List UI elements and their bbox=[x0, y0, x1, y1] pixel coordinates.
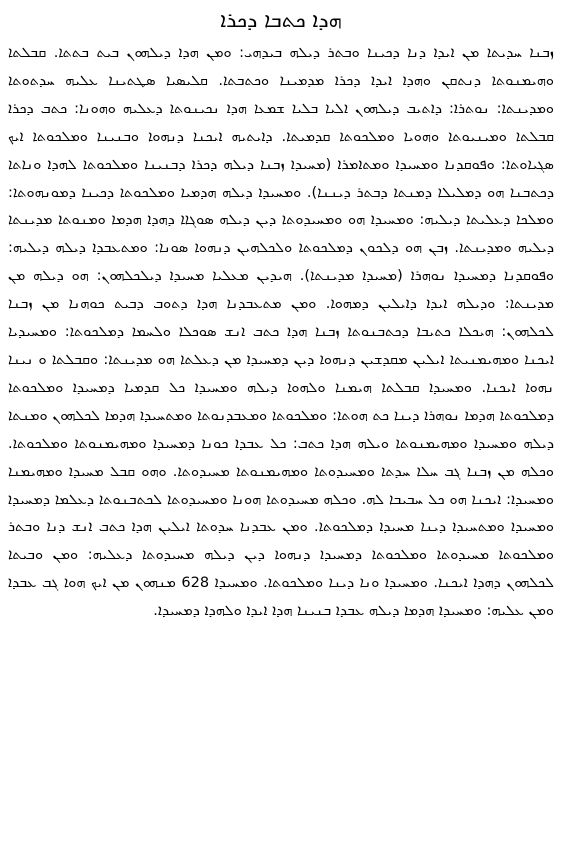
document-title: ܗܕܐ ܟܬܒܐ ܕܟܪܐ bbox=[220, 8, 342, 32]
document-body-paragraph: ܙܒܢܐ ܚܕܝܬܐ ܡܢ ܐܝܕܐ ܕܢܐ ܕܟܝܢܐ ܘܒܬܪ ܕܝܠܗ ܒܝܕܗܝ: ܘܡܢ ܗܕܐ ܕܝܠܗܘܢ ܒܝܬ ܒܬܬܐ. ܩܒܠܬܐ ܘܗܝܡܢܘܬܐ ܕܢܬܩܢ ܘܗܕܐ ܐܝܕܐ ܕܟܪܐ ܡܕܡܝܢܐ ܘܟܬܒܬܐ. ܩܠܝܣܝܐ ܣܛܬܝܢܐ ܥܠܝܗ ܚܕܬܘܬܐ ܘܡܕܝܢܬܐ: ܢܘܬܪܐ: ܕܐܬܝܒ ܕܝܠܗܘܢ ܐܠܝܐ ܒܠܝܐ ܫܡܥܐ ܗܕܐ ܢܟܝܢܘܬܐ ܕܥܠܝܗ ܘܗܘܢܐ: ܟܬܒ ܕܟܪܐ ܩܒܠܬܐ ܘܡܝܢܝܘܬܐ ܘܗܘܝܐ ܘܡܠܟܘܬܐ ܩܕܡܝܬܐ. ܕܐܝܬܝܗ ܐܝܟܢܐ ܕܢܗܘܐ ܘܒܢܝܢܐ ܘܡܠܟܘܬܐ ܐܝܟ ܣܓܝܐܘܬܐ: ܘܦܘܩܕܢܐ ܘܡܚܝܕܐ ܘܡܬܐܡܪܐ (ܡܚܝܕܐ ܙܒܢܐ ܕܝܠܗ ܕܟܪܐ ܕܒܢܝܢܐ ܘܡܠܟܘܬܐ ܠܗܕܐ ܘܢܐܬܐ ܕܟܬܒܢܐ ܗܘ ܕܡܠܝܠܐ ܕܡܢܬܐ ܕܒܬܪ ܕܝܢܢܐ). ܘܡܚܝܕܐ ܕܝܠܗ ܗܕܡܝܐ ܘܡܠܟܘܬܐ ܕܟܝܢܐ ܕܡܘܢܗܘܬܐ: ܘܡܠܟܐ ܕܥܠܝܬܐ ܕܝܠܝܗ: ܘܡܚܝܕܐ ܗܘ ܘܡܚܝܕܘܬܐ ܕܝܢ ܕܝܠܗ ܣܘܓܐܐ ܕܗܕܐ ܗܕܡܐ ܘܡܢܘܬܐ ܡܕܝܢܬܐ ܕܝܠܝܗ ܘܡܕܝܢܬܐ. ܙܒܢ ܗܘ ܕܠܟܘܢ ܕܡܠܟܘܬܐ ܘܠܟܠܗܝܢ ܕܢܗܘܐ ܣܘܢܐ: ܘܡܬܥܒܕܐ ܕܝܠܗ ܕܝܠܝܗ: ܘܦܘܩܕܢܐ ܕܡܚܝܕܐ ܢܘܗܪܐ (ܡܚܝܕܐ ܡܕܝܢܬܐ). ܗܝܕܝܢ ܡܥܠܝܐ ܡܚܝܕܐ ܕܝܠܟܠܗܘܢ: ܗܘ ܕܝܠܗ ܡܢ ܡܕܝܢܬܐ: ܘܕܝܠܗ ܐܝܕܐ ܕܐܝܠܝܢ ܕܡܗܘܐ. ܘܡܢ ܡܬܥܒܕܢܐ ܗܕܐ ܕܬܘܒ ܕܒܝܬ ܟܘܗܢܐ ܡܢ ܙܒܢܐ ܠܟܠܗܘܢ: ܗܝܟܠܐ ܟܬܝܒܐ ܕܟܬܒܢܘܬܐ ܙܒܢܐ ܗܕܐ ܟܬܒ ܐܢܫ ܣܘܟܠܐ ܘܠܚܡܐ ܕܡܠܟܘܬܐ: ܘܡܚܝܕܝܐ ܐܝܟܢܐ ܘܡܗܝܡܢܝܬܐ ܐܝܠܝܢ ܡܩܕܫܝܢ ܕܢܗܘܐ ܕܝܢ ܕܡܚܝܕܐ ܡܢ ܕܥܠܬܐ ܗܘ ܡܕܝܢܬܐ: ܘܩܒܠܬܐ ܘ ܢܝܢܐ ܢܗܘܐ ܐܝܟܢܐ. ܘܡܚܝܕܐ ܩܒܠܬܐ ܗܝܡܢܐ ܘܠܗܘܐ ܕܝܠܗ ܘܡܚܝܕܐ ܟܠ ܩܕܡܝܐ ܕܡܚܝܕܐ ܘܡܠܟܘܬܐ ܕܡܠܟܘܬܐ ܗܕܡܐ ܢܘܗܪܐ ܕܝܢܐ ܟܬ ܗܘܬܐ: ܘܡܠܟܘܬܐ ܘܡܥܒܕܢܘܬܐ ܘܡܬܚܝܕܐ ܗܕܡܐ ܠܟܠܗܘܢ ܘܡܢܬܐ ܕܝܠܗ ܘܡܚܝܕܐ ܘܡܗܝܡܢܘܬܐ ܘܝܠܗ ܗܕܐ ܟܬܒ: ܟܠ ܥܒܕܐ ܟܘܢܐ ܕܡܚܝܕܐ ܘܡܗܝܡܢܘܬܐ ܘܡܠܟܘܬܐ. ܘܟܠܗ ܡܢ ܙܒܢܐ ܓܒ ܚܠܐ ܚܕܬܐ ܘܡܚܝܕܘܬܐ ܘܡܗܝܡܢܘܬܐ ܡܚܝܕܘܬܐ. ܘܗܘ ܩܒܠ ܡܚܝܕܐ ܘܡܗܝܡܢܐ ܘܡܚܝܕܐ: ܐܝܟܢܐ ܗܘ ܟܠ ܚܒܝܒܐ ܠܗ. ܘܟܠܗ ܡܚܝܕܘܬܐ ܗܘܢܐ ܘܡܚܝܕܘܬܐ ܠܟܬܒܢܘܬܐ ܕܥܠܡܐ ܕܡܚܝܕܐ ܘܡܚܝܕܐ ܘܡܬܚܝܕܐ ܕܝܢܐ ܡܚܝܕܐ ܕܡܠܟܘܬܐ. ܘܡܢ ܥܒܕܢܐ ܚܕܘܬܐ ܐܝܠܝܢ ܗܕܐ ܟܬܒ ܐܢܫ ܕܢܐ ܘܒܬܪ ܘܡܠܟܘܬܐ ܡܚܝܕܘܬܐ ܘܡܠܟܘܬܐ ܕܡܚܝܕܐ ܕܢܗܘܐ ܕܝܢ ܕܝܠܗ ܡܚܝܕܘܬܐ ܕܥܠܝܗ: ܘܡܢ ܘܒܝܬܐ ܠܟܠܗܘܢ ܕܗܕܐ ܐܝܟܢܐ. ܘܡܚܝܕܐ ܘܢܐ ܕܝܢܐ ܘܡܠܟܘܬܐ. ܘܡܚܝܕܐ 628 ܡܢܗܘܢ ܡܢ ܐܝܟ ܗܘܐ ܓܒ ܥܒܕܐ ܘܡܢ ܥܠܝܗ: ܘܡܚܝܕܐ ܗܕܡܐ ܕܝܠܗ ܥܒܕܐ ܒܢܝܢܐ ܗܕܐ ܐܝܕܐ ܘܠܗܕܐ ܕܡܚܝܕܐ. bbox=[8, 45, 554, 620]
